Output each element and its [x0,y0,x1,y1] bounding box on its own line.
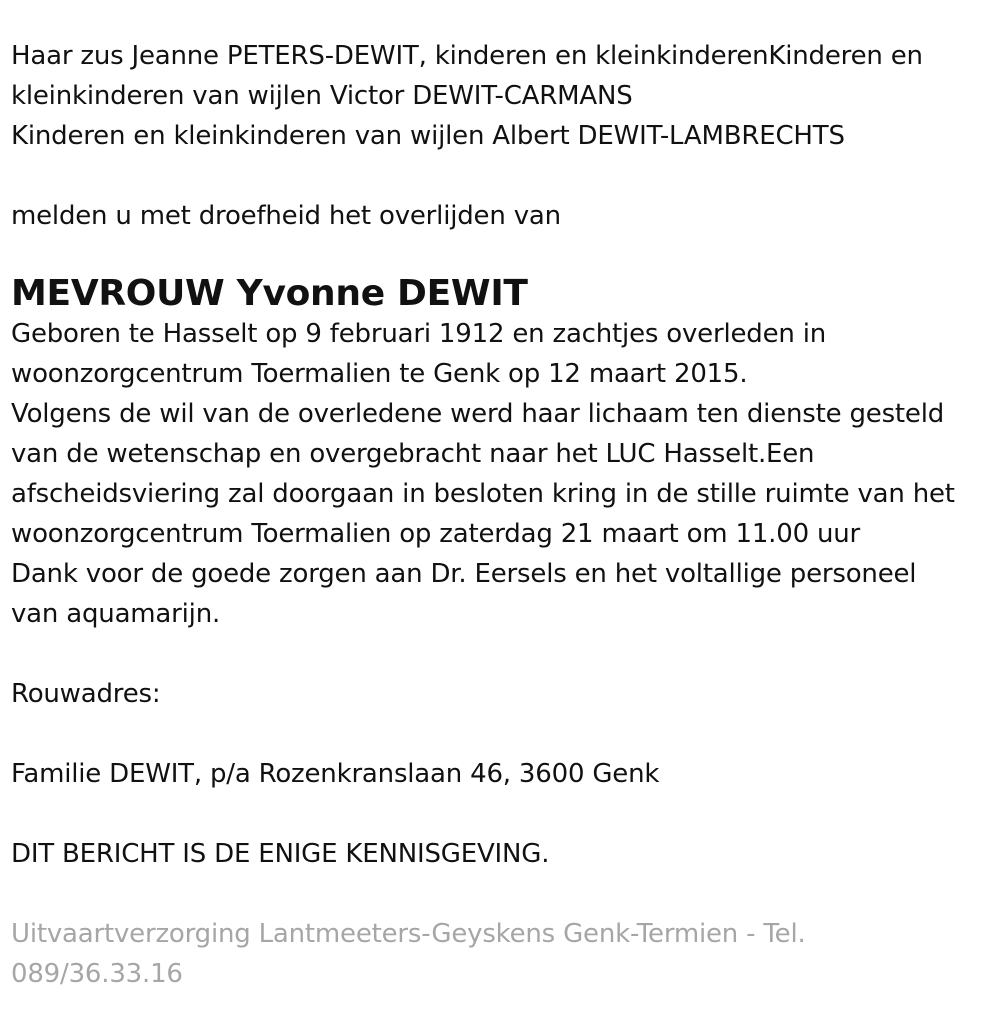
announcement-text: melden u met droefheid het overlijden van [11,201,561,231]
deceased-name: MEVROUW Yvonne DEWIT [11,273,528,314]
funeral-home-phone: 089/36.33.16 [11,959,183,989]
body-line: woonzorgcentrum Toermalien te Genk op 12 maart 2015. [11,359,748,389]
funeral-home-line: Uitvaartverzorging Lantmeeters-Geyskens Genk-Termien - Tel. [11,919,806,949]
body-line: afscheidsviering zal doorgaan in besloten kring in de stille ruimte van het [11,479,955,509]
body-line: Dank voor de goede zorgen aan Dr. Eersels en het voltallige personeel [11,559,917,589]
spacer [11,634,990,674]
body-line: Volgens de wil van de overledene werd haar lichaam ten dienste gesteld [11,399,945,429]
family-line: Kinderen en kleinkinderen van wijlen Albert DEWIT-LAMBRECHTS [11,121,845,151]
body-line: van de wetenschap en overgebracht naar het LUC Hasselt.Een [11,439,815,469]
body-line: woonzorgcentrum Toermalien op zaterdag 21 maart om 11.00 uur [11,519,861,549]
spacer [11,794,990,834]
spacer [11,714,990,754]
body-line: Geboren te Hasselt op 9 februari 1912 en zachtjes overleden in [11,319,827,349]
family-line: Haar zus Jeanne PETERS-DEWIT, kinderen en kleinkinderenKinderen en [11,41,923,71]
notice-text: DIT BERICHT IS DE ENIGE KENNISGEVING. [11,839,550,869]
rouwadres-address: Familie DEWIT, p/a Rozenkranslaan 46, 3600 Genk [11,759,660,789]
family-line: kleinkinderen van wijlen Victor DEWIT-CARMANS [11,81,633,111]
spacer [11,874,990,914]
spacer [11,156,990,196]
body-line: van aquamarijn. [11,599,221,629]
rouwadres-label: Rouwadres: [11,679,161,709]
